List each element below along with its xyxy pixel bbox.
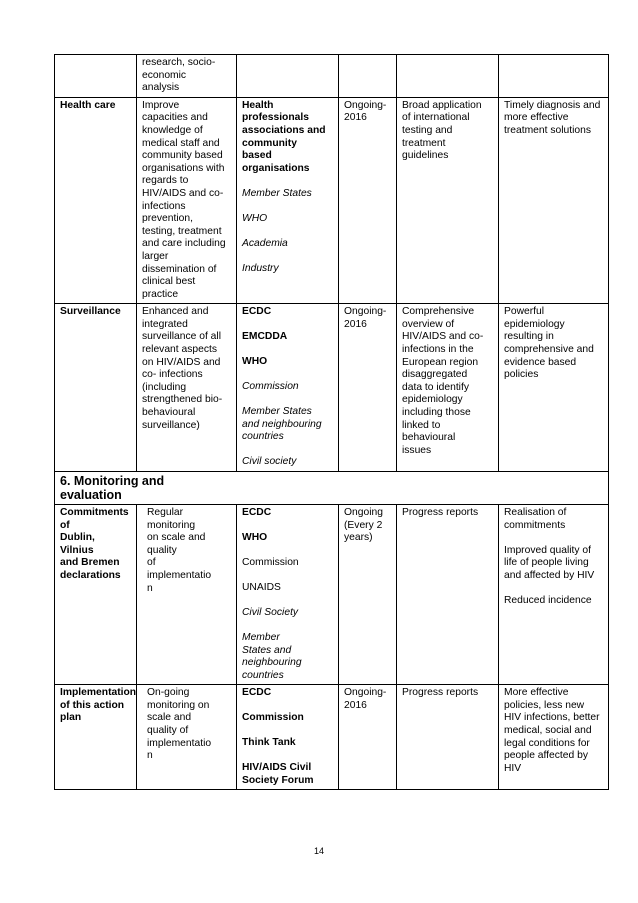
cell-line: testing and	[402, 124, 453, 136]
timeline-cell	[339, 504, 397, 684]
outcome-cell	[499, 504, 609, 684]
cell-line: capacities and	[142, 112, 208, 124]
paragraph-gap	[242, 175, 333, 187]
cell-line: based	[242, 150, 272, 162]
paragraph-gap	[504, 532, 603, 544]
cell-line: analysis	[142, 82, 180, 94]
cell-line: dissemination of	[142, 263, 217, 275]
cell-line: community based	[142, 150, 223, 162]
cell-line: surveillance of all	[142, 331, 221, 343]
cell-line: n	[147, 750, 153, 762]
area-cell	[55, 504, 137, 684]
cell-line: Member States	[242, 406, 312, 418]
cell-line: Improved quality of	[504, 544, 591, 556]
action-cell	[137, 504, 237, 684]
cell-line: Implementation	[60, 687, 137, 699]
cell-line: UNAIDS	[242, 581, 281, 593]
cell-line: life of people living	[504, 557, 589, 569]
paragraph-gap	[242, 520, 333, 532]
paragraph-gap	[242, 750, 333, 762]
cell-line: (Every 2	[344, 519, 383, 531]
cell-line: Improve	[142, 99, 180, 111]
cell-line: Think Tank	[242, 737, 296, 749]
indicator-cell	[397, 97, 499, 304]
cell-line: people affected by	[504, 750, 588, 762]
cell-line: of this action	[60, 699, 125, 711]
cell-line: commitments	[504, 519, 566, 531]
cell-line: linked to	[402, 419, 441, 431]
cell-line: overview of	[402, 318, 455, 330]
cell-line: comprehensive and	[504, 344, 594, 356]
cell-line: Ongoing-	[344, 687, 387, 699]
cell-line: 2016	[344, 318, 367, 330]
cell-line: legal conditions for	[504, 737, 590, 749]
action-cell	[137, 55, 237, 98]
paragraph-gap	[242, 545, 333, 557]
table-row	[55, 685, 609, 790]
cell-line: WHO	[242, 531, 268, 543]
cell-line: and neighbouring	[242, 418, 322, 430]
action-plan-table	[54, 54, 609, 790]
cell-line: implementatio	[147, 737, 212, 749]
cell-line: countries	[242, 431, 284, 443]
paragraph-gap	[242, 700, 333, 712]
section-row	[55, 471, 609, 504]
cell-line: Progress reports	[402, 687, 479, 699]
cell-line: HIV	[504, 762, 522, 774]
cell-line: behavioural	[142, 407, 196, 419]
paragraph-gap	[242, 369, 333, 381]
cell-line: more effective	[504, 112, 569, 124]
cell-line: States and	[242, 644, 292, 656]
paragraph-gap	[242, 250, 333, 262]
timeline-cell	[339, 685, 397, 790]
cell-line: Commission	[242, 556, 299, 568]
cell-line: years)	[344, 532, 373, 544]
cell-line: Progress reports	[402, 506, 479, 518]
outcome-cell	[499, 685, 609, 790]
cell-line: disaggregated	[402, 369, 468, 381]
cell-line: organisations with	[142, 162, 225, 174]
table-row	[55, 55, 609, 98]
area-cell	[55, 55, 137, 98]
cell-line: declarations	[60, 569, 121, 581]
cell-line: implementatio	[147, 569, 212, 581]
cell-line: regards to	[142, 175, 189, 187]
paragraph-gap	[242, 725, 333, 737]
cell-line: Timely diagnosis and	[504, 99, 601, 111]
cell-line: 2016	[344, 699, 367, 711]
cell-line: Reduced incidence	[504, 594, 592, 606]
paragraph-gap	[242, 620, 333, 632]
indicator-cell	[397, 685, 499, 790]
actors-cell	[237, 685, 339, 790]
paragraph-gap	[242, 394, 333, 406]
timeline-cell	[339, 304, 397, 472]
cell-line: n	[147, 582, 153, 594]
cell-line: treatment solutions	[504, 124, 591, 136]
action-cell	[137, 97, 237, 304]
cell-line: Ongoing-	[344, 99, 387, 111]
actors-cell	[237, 504, 339, 684]
cell-line: evaluation	[60, 487, 122, 502]
area-cell	[55, 685, 137, 790]
actors-cell	[237, 97, 339, 304]
area-cell	[55, 304, 137, 472]
cell-line: Commission	[242, 381, 299, 393]
actors-cell	[237, 304, 339, 472]
outcome-cell	[499, 97, 609, 304]
cell-line: practice	[142, 288, 179, 300]
cell-line: European region	[402, 356, 479, 368]
cell-line: Society Forum	[242, 774, 314, 786]
cell-line: Member	[242, 631, 280, 643]
cell-line: of	[147, 557, 156, 569]
cell-line: Industry	[242, 262, 279, 274]
area-label: Health care	[60, 99, 116, 111]
cell-line: 2016	[344, 112, 367, 124]
cell-line: strengthened bio-	[142, 394, 223, 406]
cell-line: ECDC	[242, 306, 272, 318]
area-label: Surveillance	[60, 306, 121, 318]
section-heading	[55, 471, 609, 504]
paragraph-gap	[242, 319, 333, 331]
cell-line: More effective	[504, 687, 569, 699]
cell-line: Ongoing-	[344, 306, 387, 318]
table-row	[55, 304, 609, 472]
cell-line: monitoring	[147, 519, 196, 531]
cell-line: including those	[402, 407, 471, 419]
page-number: 14	[313, 846, 324, 856]
cell-line: knowledge of	[142, 124, 203, 136]
cell-line: Powerful	[504, 306, 545, 318]
cell-line: research, socio-	[142, 57, 216, 68]
cell-line: 6. Monitoring and	[60, 473, 165, 488]
area-cell	[55, 97, 137, 304]
cell-line: data to identify	[402, 381, 469, 393]
indicator-cell	[397, 55, 499, 98]
cell-line: Civil society	[242, 456, 297, 468]
action-cell	[137, 685, 237, 790]
cell-line: monitoring on	[147, 699, 210, 711]
cell-line: resulting in	[504, 331, 554, 343]
cell-line: HIV infections, better	[504, 712, 600, 724]
cell-line: On-going	[147, 687, 190, 699]
table-row	[55, 504, 609, 684]
cell-line: associations and	[242, 124, 326, 136]
timeline-cell	[339, 55, 397, 98]
table-row	[55, 97, 609, 304]
cell-line: medical staff and	[142, 137, 220, 149]
cell-line: testing, treatment	[142, 225, 222, 237]
cell-line: Civil Society	[242, 606, 299, 618]
outcome-cell	[499, 304, 609, 472]
cell-line: Health	[242, 99, 274, 111]
cell-line: on HIV/AIDS and	[142, 356, 221, 368]
cell-line: and Bremen	[60, 557, 120, 569]
cell-line: evidence based	[504, 356, 577, 368]
cell-line: WHO	[242, 356, 268, 368]
cell-line: co- infections	[142, 369, 203, 381]
outcome-cell	[499, 55, 609, 98]
timeline-cell	[339, 97, 397, 304]
cell-line: HIV/AIDS Civil	[242, 762, 312, 774]
paragraph-gap	[242, 225, 333, 237]
cell-line: infections	[142, 200, 186, 212]
cell-line: treatment	[402, 137, 446, 149]
cell-line: plan	[60, 712, 82, 724]
cell-line: Realisation of	[504, 506, 567, 518]
paragraph-gap	[242, 344, 333, 356]
paragraph-gap	[504, 582, 603, 594]
cell-line: WHO	[242, 212, 268, 224]
cell-line: prevention,	[142, 213, 193, 225]
cell-line: Member States	[242, 187, 312, 199]
cell-line: epidemiology	[402, 394, 463, 406]
cell-line: (including	[142, 381, 187, 393]
cell-line: organisations	[242, 162, 310, 174]
cell-line: integrated	[142, 318, 188, 330]
cell-line: countries	[242, 669, 284, 681]
cell-line: quality of	[147, 725, 189, 737]
actors-cell	[237, 55, 339, 98]
cell-line: surveillance)	[142, 419, 200, 431]
paragraph-gap	[242, 444, 333, 456]
cell-line: Commitments of	[60, 506, 129, 531]
cell-line: Comprehensive	[402, 306, 475, 318]
cell-line: ECDC	[242, 687, 272, 699]
cell-line: Commission	[242, 712, 304, 724]
cell-line: community	[242, 137, 297, 149]
cell-line: Regular	[147, 506, 184, 518]
indicator-cell	[397, 304, 499, 472]
cell-line: larger	[142, 250, 169, 262]
cell-line: Enhanced and	[142, 306, 209, 318]
cell-line: neighbouring	[242, 657, 302, 669]
cell-line: HIV/AIDS and co-	[402, 331, 484, 343]
cell-line: policies	[504, 369, 539, 381]
paragraph-gap	[242, 570, 333, 582]
cell-line: clinical best	[142, 276, 196, 288]
cell-line: policies, less new	[504, 699, 585, 711]
cell-line: of international	[402, 112, 470, 124]
cell-line: and affected by HIV	[504, 569, 595, 581]
cell-line: and care including	[142, 238, 226, 250]
action-cell	[137, 304, 237, 472]
cell-line: issues	[402, 444, 432, 456]
cell-line: scale and	[147, 712, 192, 724]
cell-line: relevant aspects	[142, 344, 217, 356]
cell-line: Broad application	[402, 99, 482, 111]
cell-line: medical, social and	[504, 725, 592, 737]
cell-line: HIV/AIDS and co-	[142, 187, 224, 199]
cell-line: on scale and	[147, 532, 206, 544]
cell-line: EMCDDA	[242, 331, 288, 343]
cell-line: professionals	[242, 112, 309, 124]
cell-line: quality	[147, 544, 177, 556]
cell-line: ECDC	[242, 506, 272, 518]
cell-line: Dublin, Vilnius	[60, 532, 95, 556]
cell-line: economic	[142, 69, 187, 81]
cell-line: Academia	[242, 237, 288, 249]
paragraph-gap	[242, 200, 333, 212]
cell-line: infections in the	[402, 344, 474, 356]
cell-line: behavioural	[402, 432, 456, 444]
paragraph-gap	[242, 595, 333, 607]
indicator-cell	[397, 504, 499, 684]
cell-line: guidelines	[402, 150, 449, 162]
cell-line: epidemiology	[504, 318, 565, 330]
cell-line: Ongoing	[344, 506, 383, 518]
